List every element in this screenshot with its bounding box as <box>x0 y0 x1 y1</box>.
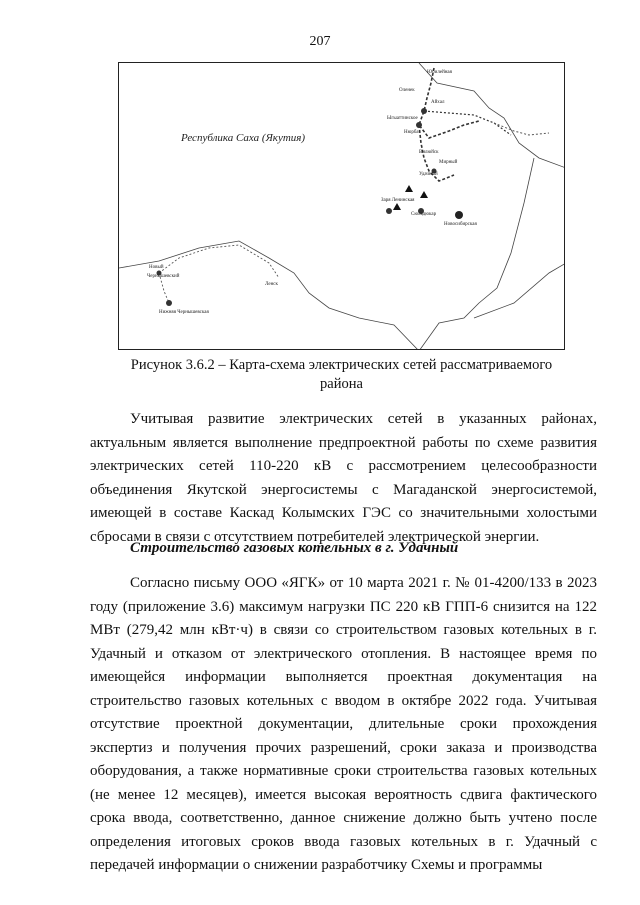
map-region-label: Республика Саха (Якутия) <box>181 132 306 144</box>
map-town-label: Нюрба <box>404 130 419 135</box>
map-border-line <box>119 241 419 350</box>
paragraph-text: Согласно письму ООО «ЯГК» от 10 марта 2021 г. № 01-4200/133 в 2023 году (приложение 3.6) максимум нагрузки ПС 220 кВ ГПП-6 снизится на 122 МВт (279,42 млн кВт·ч) в связи со строительством газовых котельных в г. Удачный и отказом от электрического отопления. В настоящее время по имеющейся информации выполняется проектная документация на строительство газовых котельных с вводом в октябре 2022 года. Учитывая отсутствие проектной документации, длительные сроки прохождения экспертиз и получения прочих разрешений, сроки заказа и производства оборудования, а также нормативные сроки строительства газовых котельных (не менее 12 месяцев), имеется высокая вероятность сдвига фактического срока ввода, соответственно, данное снижение должно быть учтено после определения итоговых сроков ввода газовых котельных в г. Удачный с передачей информации о снижении разработчику Схемы и программы <box>90 575 597 873</box>
paragraph-text: Учитывая развитие электрических сетей в указанных районах, актуальным является выполнение предпроектной работы по схеме развития электрических сетей 110-220 кВ с рассмотрением целесообразности объединения Якутской энергосистемы с Магаданской энергосистемой, имеющей в составе Каскад Колымских ГЭС со значительными холостыми сбросами в связи с отсутствием потребителей электрической энергии. <box>90 411 597 545</box>
figure-caption <box>118 356 565 394</box>
map-town-label: Сюльдюкар <box>411 212 437 217</box>
map-town-label: Ыгыаттинское <box>387 116 418 121</box>
page-number: 207 <box>309 34 331 49</box>
network-map <box>118 62 565 350</box>
power-line <box>419 68 479 138</box>
map-town-label: Нижняя Чернышевская <box>159 310 209 315</box>
map-border-line <box>419 158 534 350</box>
map-town-label: Айхал <box>431 100 445 105</box>
station-icon <box>421 108 427 114</box>
network-map-drawing <box>119 63 565 350</box>
section-heading: Строительство газовых котельных в г. Удачный <box>130 540 459 556</box>
station-icon <box>416 122 422 128</box>
power-line <box>424 111 511 135</box>
paragraph-network-development <box>90 408 597 549</box>
map-town-label: Новый <box>149 265 164 270</box>
station-icon <box>405 185 413 192</box>
map-town-label: Вилюйск <box>419 150 439 155</box>
figure-caption-line: Рисунок 3.6.2 – Карта-схема электрических сетей рассматриваемого <box>130 357 553 373</box>
map-town-label: Мирный <box>439 160 458 165</box>
station-icon <box>166 300 172 306</box>
station-icon <box>420 191 428 198</box>
map-town-label: Юбилейная <box>427 70 452 75</box>
paragraph-gas-boilers <box>90 572 597 878</box>
map-town-label: Заря Ленинская <box>381 198 415 203</box>
map-town-label: Новосибирская <box>444 222 477 227</box>
map-town-label: Оленек <box>399 88 415 93</box>
figure-caption-line: района <box>320 376 363 392</box>
map-town-label: Ленск <box>265 282 278 287</box>
station-icon <box>386 208 392 214</box>
station-icon <box>455 211 463 219</box>
station-icon <box>393 203 401 210</box>
map-town-label: Чернышевский <box>147 274 180 279</box>
map-border-line <box>419 63 565 168</box>
map-border-line <box>474 263 565 318</box>
map-town-label: Удачный <box>419 172 438 177</box>
